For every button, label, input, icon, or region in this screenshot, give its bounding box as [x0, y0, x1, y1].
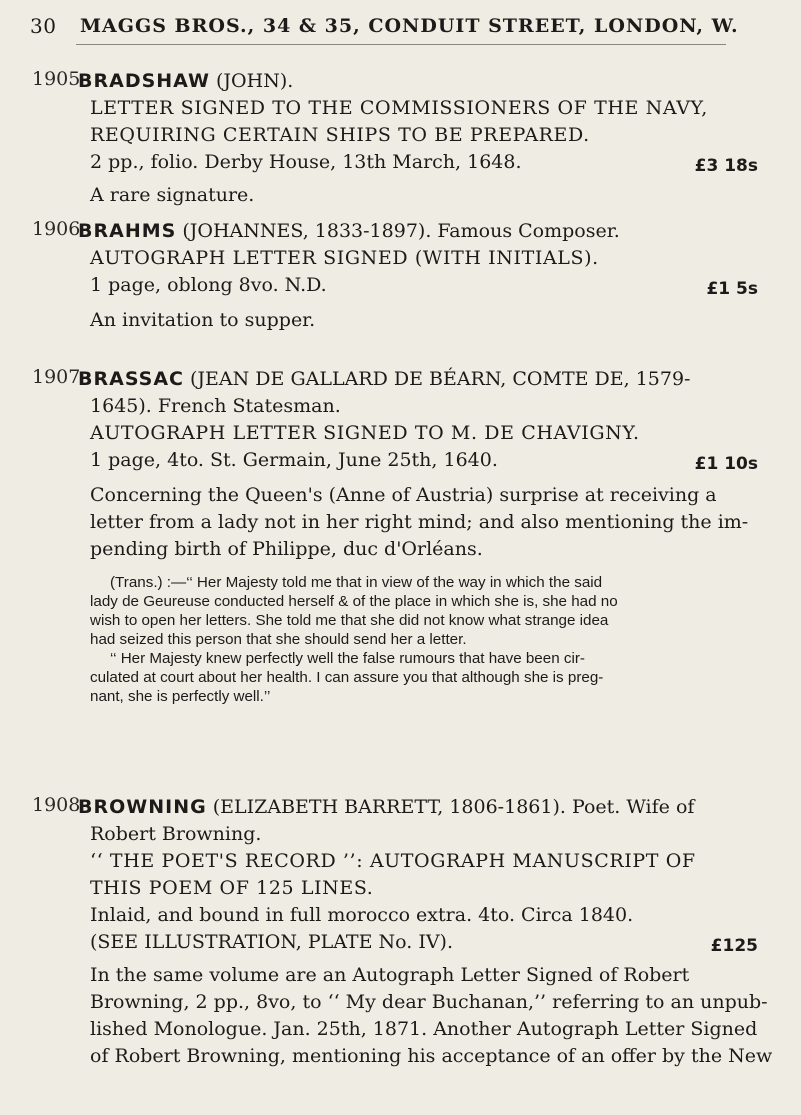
header-rule: [76, 44, 726, 45]
entry-number: 1907: [32, 366, 81, 388]
entry-name-cont: 1645). French Statesman.: [90, 395, 341, 417]
entry-name-detail: (JEAN DE GALLARD DE BÉARN, COMTE DE, 1579-: [183, 368, 691, 390]
note-line: pending birth of Philippe, duc d'Orléans.: [90, 538, 483, 560]
entry-heading-cont: THIS POEM OF 125 LINES.: [90, 877, 374, 899]
entry-note: A rare signature.: [90, 184, 255, 206]
entry-details: Inlaid, and bound in full morocco extra. 4to. Circa 1840.: [90, 904, 634, 926]
translation-line: lady de Geureuse conducted herself & of the place in which she is, she had no: [90, 593, 618, 610]
entry-heading: AUTOGRAPH LETTER SIGNED (WITH INITIALS).: [90, 247, 599, 269]
page-number: 30: [30, 14, 57, 38]
entry-heading: AUTOGRAPH LETTER SIGNED TO M. DE CHAVIGNY.: [90, 422, 640, 444]
note-line: Concerning the Queen's (Anne of Austria) surprise at receiving a: [90, 484, 717, 506]
note-line: lished Monologue. Jan. 25th, 1871. Another Autograph Letter Signed: [90, 1018, 758, 1040]
entry-price: £1 10s: [694, 454, 758, 474]
entry-heading: LETTER SIGNED TO THE COMMISSIONERS OF THE NAVY,: [90, 97, 708, 119]
note-line: letter from a lady not in her right mind; and also mentioning the im-: [90, 511, 749, 533]
entry-number: 1905: [32, 68, 81, 90]
entry-number: 1906: [32, 218, 81, 240]
translation-block: [78, 573, 770, 706]
entry-price: £1 5s: [706, 279, 758, 299]
entry-price: £125: [710, 936, 758, 956]
entry-name-detail: (JOHN).: [209, 70, 294, 92]
entry-name: BRASSAC: [78, 368, 184, 390]
translation-line: ‘‘ Her Majesty knew perfectly well the false rumours that have been cir-: [110, 650, 585, 667]
note-line: In the same volume are an Autograph Letter Signed of Robert: [90, 964, 690, 986]
translation-line: nant, she is perfectly well.’’: [90, 688, 271, 705]
note-line: of Robert Browning, mentioning his acceptance of an offer by the New: [90, 1045, 773, 1067]
entry-name-cont: Robert Browning.: [90, 823, 262, 845]
entry-name-detail: (JOHANNES, 1833-1897). Famous Composer.: [176, 220, 620, 242]
entry-details-cont: (SEE ILLUSTRATION, PLATE No. IV).: [90, 931, 453, 953]
entry-price: £3 18s: [694, 156, 758, 176]
entry-name-detail: (ELIZABETH BARRETT, 1806-1861). Poet. Wife of: [206, 796, 695, 818]
entry-note: An invitation to supper.: [90, 309, 316, 331]
entry-heading-cont: REQUIRING CERTAIN SHIPS TO BE PREPARED.: [90, 124, 590, 146]
entry-details: 1 page, oblong 8vo. N.D.: [90, 274, 327, 296]
entry-name: BRADSHAW: [78, 70, 210, 92]
translation-line: had seized this person that she should send her a letter.: [90, 631, 467, 648]
entry-number: 1908: [32, 794, 81, 816]
running-title: MAGGS BROS., 34 & 35, CONDUIT STREET, LONDON, W.: [80, 15, 739, 37]
entry-details: 2 pp., folio. Derby House, 13th March, 1648.: [90, 151, 522, 173]
entry-details: 1 page, 4to. St. Germain, June 25th, 1640.: [90, 449, 498, 471]
translation-line: (Trans.) :—‘‘ Her Majesty told me that in view of the way in which the said: [110, 574, 603, 591]
entry-name: BRAHMS: [78, 220, 177, 242]
entry-heading: ‘‘ THE POET'S RECORD ’’: AUTOGRAPH MANUSCRIPT OF: [90, 850, 696, 872]
translation-line: wish to open her letters. She told me that she did not know what strange idea: [90, 612, 609, 629]
note-line: Browning, 2 pp., 8vo, to ‘‘ My dear Buchanan,’’ referring to an unpub-: [90, 991, 768, 1013]
translation-line: culated at court about her health. I can assure you that although she is preg-: [90, 669, 604, 686]
entry-name: BROWNING: [78, 796, 207, 818]
